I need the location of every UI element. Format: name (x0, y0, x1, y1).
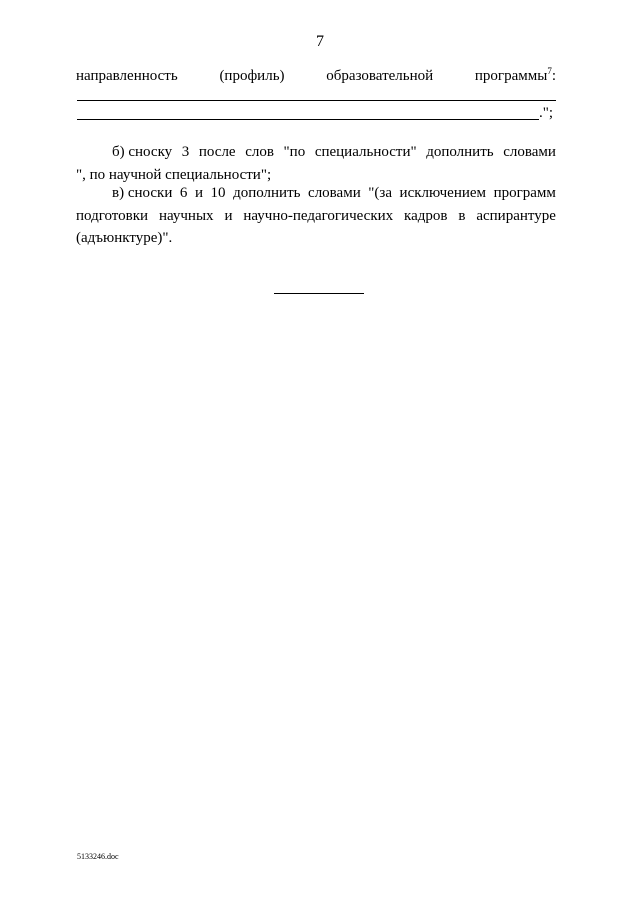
blank-rule-1 (77, 100, 556, 101)
end-separator-line (274, 293, 364, 294)
word: и (224, 207, 233, 224)
blank-end-text: ."; (539, 105, 554, 121)
word: "по (283, 144, 306, 160)
word: исключением (399, 185, 487, 201)
word: 6 (179, 185, 188, 201)
word: словами (308, 185, 361, 201)
word: "(за (368, 185, 392, 201)
word-profile: (профиль) (219, 68, 285, 84)
colon: : (551, 68, 556, 84)
word: б) сноску (112, 144, 173, 160)
word: в (458, 207, 466, 224)
word-educational: образовательной (326, 68, 434, 84)
paragraph-b (76, 141, 556, 186)
word: программ (493, 185, 556, 201)
paragraph-c-line-3: (адъюнктуре)". (76, 230, 173, 246)
document-code: 5133246.doc (77, 852, 119, 861)
word: в) сноски (112, 185, 173, 201)
paragraph-b-line-2: ", по научной специальности"; (76, 166, 272, 183)
word: дополнить (426, 144, 494, 160)
page-number: 7 (316, 33, 324, 50)
word: словами (503, 144, 556, 160)
word: кадров (404, 207, 448, 224)
word-direction: направленность (76, 68, 178, 84)
footnote-mark: 7 (547, 66, 552, 76)
word: после (198, 144, 236, 160)
word-programs: программы (474, 68, 548, 84)
paragraph-b-line-1 (76, 141, 556, 164)
word: дополнить (233, 185, 301, 201)
word-programs-with-footnote (475, 68, 556, 85)
word: научно-педагогических (243, 207, 394, 224)
paragraph-c-line-1 (76, 182, 556, 205)
word: слов (245, 144, 274, 160)
word: научных (158, 207, 214, 224)
paragraph-c (76, 182, 556, 250)
word: подготовки (76, 207, 149, 224)
program-direction-line (76, 68, 556, 85)
word: аспирантуре (476, 207, 556, 224)
word: 10 (210, 185, 226, 201)
paragraph-c-line-2 (76, 205, 556, 228)
word: специальности" (314, 144, 417, 160)
word: и (194, 185, 203, 201)
blank-rule-2 (77, 119, 539, 120)
word: 3 (181, 144, 190, 160)
